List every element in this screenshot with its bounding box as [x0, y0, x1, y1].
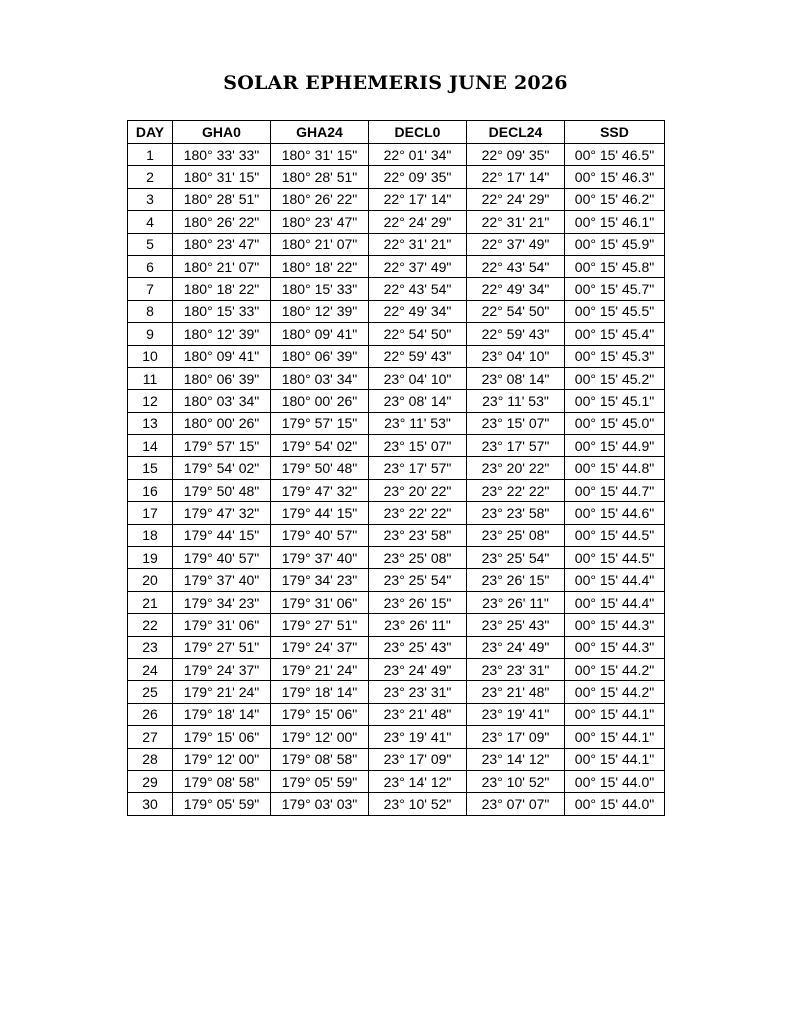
cell-day: 4 — [128, 211, 173, 233]
cell-decl24: 23° 10' 52" — [467, 770, 565, 792]
cell-decl24: 23° 25' 54" — [467, 547, 565, 569]
cell-gha24: 180° 03' 34" — [271, 367, 369, 389]
cell-day: 7 — [128, 278, 173, 300]
table-row — [128, 793, 665, 815]
cell-day: 12 — [128, 390, 173, 412]
cell-decl24: 22° 59' 43" — [467, 323, 565, 345]
cell-day: 17 — [128, 502, 173, 524]
cell-gha24: 180° 00' 26" — [271, 390, 369, 412]
table-row — [128, 614, 665, 636]
cell-gha0: 180° 28' 51" — [173, 188, 271, 210]
cell-decl24: 23° 23' 58" — [467, 502, 565, 524]
cell-decl24: 22° 54' 50" — [467, 300, 565, 322]
cell-day: 18 — [128, 524, 173, 546]
cell-ssd: 00° 15' 45.4" — [565, 323, 665, 345]
table-row — [128, 412, 665, 434]
cell-decl24: 23° 15' 07" — [467, 412, 565, 434]
cell-decl0: 22° 09' 35" — [369, 166, 467, 188]
cell-decl0: 23° 25' 08" — [369, 547, 467, 569]
cell-decl24: 23° 22' 22" — [467, 479, 565, 501]
cell-day: 30 — [128, 793, 173, 815]
table-row — [128, 390, 665, 412]
cell-decl0: 23° 26' 11" — [369, 614, 467, 636]
cell-gha0: 179° 08' 58" — [173, 770, 271, 792]
cell-decl24: 22° 43' 54" — [467, 255, 565, 277]
cell-ssd: 00° 15' 44.2" — [565, 658, 665, 680]
cell-decl24: 22° 37' 49" — [467, 233, 565, 255]
cell-day: 28 — [128, 748, 173, 770]
cell-ssd: 00° 15' 45.8" — [565, 255, 665, 277]
cell-decl24: 23° 26' 11" — [467, 591, 565, 613]
cell-ssd: 00° 15' 45.3" — [565, 345, 665, 367]
cell-gha24: 180° 12' 39" — [271, 300, 369, 322]
cell-day: 23 — [128, 636, 173, 658]
table-row — [128, 233, 665, 255]
cell-gha0: 180° 33' 33" — [173, 144, 271, 166]
cell-decl0: 22° 01' 34" — [369, 144, 467, 166]
table-row — [128, 166, 665, 188]
table-row — [128, 211, 665, 233]
cell-day: 11 — [128, 367, 173, 389]
table-row — [128, 457, 665, 479]
cell-decl0: 22° 31' 21" — [369, 233, 467, 255]
cell-decl24: 22° 09' 35" — [467, 144, 565, 166]
header-day: DAY — [128, 121, 173, 144]
cell-gha0: 179° 50' 48" — [173, 479, 271, 501]
cell-decl24: 22° 24' 29" — [467, 188, 565, 210]
table-row — [128, 726, 665, 748]
cell-day: 3 — [128, 188, 173, 210]
cell-day: 19 — [128, 547, 173, 569]
cell-decl0: 22° 43' 54" — [369, 278, 467, 300]
cell-gha0: 179° 57' 15" — [173, 435, 271, 457]
cell-day: 10 — [128, 345, 173, 367]
cell-day: 22 — [128, 614, 173, 636]
table-row — [128, 345, 665, 367]
cell-decl0: 22° 49' 34" — [369, 300, 467, 322]
cell-ssd: 00° 15' 44.4" — [565, 569, 665, 591]
cell-decl24: 23° 17' 57" — [467, 435, 565, 457]
cell-gha0: 180° 21' 07" — [173, 255, 271, 277]
cell-decl0: 23° 23' 58" — [369, 524, 467, 546]
cell-gha24: 179° 50' 48" — [271, 457, 369, 479]
cell-gha24: 179° 27' 51" — [271, 614, 369, 636]
table-body — [128, 144, 665, 816]
cell-ssd: 00° 15' 45.1" — [565, 390, 665, 412]
cell-decl0: 23° 24' 49" — [369, 658, 467, 680]
cell-gha0: 180° 12' 39" — [173, 323, 271, 345]
cell-gha24: 179° 34' 23" — [271, 569, 369, 591]
cell-decl0: 22° 37' 49" — [369, 255, 467, 277]
cell-day: 14 — [128, 435, 173, 457]
cell-decl24: 23° 19' 41" — [467, 703, 565, 725]
cell-gha0: 179° 18' 14" — [173, 703, 271, 725]
cell-decl0: 23° 14' 12" — [369, 770, 467, 792]
cell-ssd: 00° 15' 44.0" — [565, 793, 665, 815]
cell-gha0: 179° 44' 15" — [173, 524, 271, 546]
table-row — [128, 278, 665, 300]
cell-day: 16 — [128, 479, 173, 501]
cell-decl0: 23° 10' 52" — [369, 793, 467, 815]
cell-gha0: 179° 54' 02" — [173, 457, 271, 479]
cell-decl24: 23° 17' 09" — [467, 726, 565, 748]
cell-gha0: 180° 31' 15" — [173, 166, 271, 188]
cell-ssd: 00° 15' 44.5" — [565, 547, 665, 569]
cell-gha0: 180° 09' 41" — [173, 345, 271, 367]
cell-decl24: 23° 14' 12" — [467, 748, 565, 770]
cell-decl24: 23° 07' 07" — [467, 793, 565, 815]
cell-decl0: 23° 25' 54" — [369, 569, 467, 591]
cell-gha0: 180° 00' 26" — [173, 412, 271, 434]
cell-gha24: 179° 24' 37" — [271, 636, 369, 658]
cell-decl0: 23° 08' 14" — [369, 390, 467, 412]
header-gha24: GHA24 — [271, 121, 369, 144]
table-row — [128, 591, 665, 613]
cell-ssd: 00° 15' 45.7" — [565, 278, 665, 300]
ephemeris-table — [127, 120, 665, 816]
cell-decl0: 23° 21' 48" — [369, 703, 467, 725]
table-row — [128, 367, 665, 389]
cell-decl0: 22° 17' 14" — [369, 188, 467, 210]
cell-decl24: 23° 23' 31" — [467, 658, 565, 680]
cell-ssd: 00° 15' 44.3" — [565, 614, 665, 636]
cell-gha0: 179° 05' 59" — [173, 793, 271, 815]
cell-decl24: 22° 49' 34" — [467, 278, 565, 300]
cell-gha0: 179° 15' 06" — [173, 726, 271, 748]
cell-decl0: 23° 17' 57" — [369, 457, 467, 479]
cell-decl0: 22° 54' 50" — [369, 323, 467, 345]
cell-decl24: 23° 25' 43" — [467, 614, 565, 636]
cell-gha24: 179° 05' 59" — [271, 770, 369, 792]
cell-ssd: 00° 15' 46.1" — [565, 211, 665, 233]
cell-day: 27 — [128, 726, 173, 748]
table-row — [128, 479, 665, 501]
cell-gha0: 179° 12' 00" — [173, 748, 271, 770]
cell-day: 1 — [128, 144, 173, 166]
cell-gha0: 180° 15' 33" — [173, 300, 271, 322]
table-row — [128, 435, 665, 457]
cell-gha0: 179° 47' 32" — [173, 502, 271, 524]
cell-gha24: 180° 23' 47" — [271, 211, 369, 233]
header-ssd: SSD — [565, 121, 665, 144]
cell-ssd: 00° 15' 44.6" — [565, 502, 665, 524]
cell-decl24: 23° 20' 22" — [467, 457, 565, 479]
cell-decl0: 23° 19' 41" — [369, 726, 467, 748]
table-row — [128, 547, 665, 569]
cell-decl0: 23° 17' 09" — [369, 748, 467, 770]
cell-decl24: 23° 26' 15" — [467, 569, 565, 591]
cell-ssd: 00° 15' 44.1" — [565, 748, 665, 770]
cell-gha24: 180° 18' 22" — [271, 255, 369, 277]
table-row — [128, 770, 665, 792]
cell-gha0: 180° 26' 22" — [173, 211, 271, 233]
cell-decl0: 23° 15' 07" — [369, 435, 467, 457]
cell-gha24: 179° 21' 24" — [271, 658, 369, 680]
cell-gha24: 179° 03' 03" — [271, 793, 369, 815]
cell-ssd: 00° 15' 44.8" — [565, 457, 665, 479]
cell-day: 26 — [128, 703, 173, 725]
cell-ssd: 00° 15' 44.1" — [565, 703, 665, 725]
cell-gha24: 179° 31' 06" — [271, 591, 369, 613]
cell-decl24: 23° 21' 48" — [467, 681, 565, 703]
header-gha0: GHA0 — [173, 121, 271, 144]
cell-decl0: 23° 25' 43" — [369, 636, 467, 658]
table-row — [128, 658, 665, 680]
cell-gha24: 180° 28' 51" — [271, 166, 369, 188]
cell-gha24: 180° 09' 41" — [271, 323, 369, 345]
cell-decl0: 23° 23' 31" — [369, 681, 467, 703]
table-row — [128, 748, 665, 770]
cell-gha0: 180° 18' 22" — [173, 278, 271, 300]
cell-gha24: 179° 15' 06" — [271, 703, 369, 725]
cell-ssd: 00° 15' 46.5" — [565, 144, 665, 166]
cell-gha24: 179° 08' 58" — [271, 748, 369, 770]
table-row — [128, 524, 665, 546]
cell-gha24: 179° 54' 02" — [271, 435, 369, 457]
header-decl24: DECL24 — [467, 121, 565, 144]
cell-ssd: 00° 15' 44.5" — [565, 524, 665, 546]
cell-decl24: 23° 24' 49" — [467, 636, 565, 658]
cell-gha24: 179° 12' 00" — [271, 726, 369, 748]
cell-gha0: 179° 27' 51" — [173, 636, 271, 658]
cell-decl24: 23° 04' 10" — [467, 345, 565, 367]
cell-day: 8 — [128, 300, 173, 322]
table-header-row — [128, 121, 665, 144]
header-decl0: DECL0 — [369, 121, 467, 144]
cell-decl0: 23° 22' 22" — [369, 502, 467, 524]
cell-decl24: 23° 25' 08" — [467, 524, 565, 546]
cell-decl0: 23° 11' 53" — [369, 412, 467, 434]
cell-ssd: 00° 15' 44.9" — [565, 435, 665, 457]
cell-decl24: 22° 31' 21" — [467, 211, 565, 233]
cell-gha0: 180° 23' 47" — [173, 233, 271, 255]
cell-gha0: 179° 34' 23" — [173, 591, 271, 613]
table-row — [128, 300, 665, 322]
cell-ssd: 00° 15' 44.4" — [565, 591, 665, 613]
cell-gha24: 180° 21' 07" — [271, 233, 369, 255]
table-row — [128, 569, 665, 591]
cell-decl0: 22° 24' 29" — [369, 211, 467, 233]
cell-day: 6 — [128, 255, 173, 277]
cell-gha0: 179° 37' 40" — [173, 569, 271, 591]
cell-gha24: 179° 44' 15" — [271, 502, 369, 524]
cell-day: 20 — [128, 569, 173, 591]
cell-gha0: 179° 40' 57" — [173, 547, 271, 569]
cell-gha24: 179° 18' 14" — [271, 681, 369, 703]
cell-day: 5 — [128, 233, 173, 255]
table-row — [128, 255, 665, 277]
cell-ssd: 00° 15' 46.2" — [565, 188, 665, 210]
cell-gha0: 179° 31' 06" — [173, 614, 271, 636]
cell-gha24: 180° 06' 39" — [271, 345, 369, 367]
cell-decl24: 23° 08' 14" — [467, 367, 565, 389]
cell-ssd: 00° 15' 45.5" — [565, 300, 665, 322]
cell-decl24: 22° 17' 14" — [467, 166, 565, 188]
cell-ssd: 00° 15' 44.2" — [565, 681, 665, 703]
page-title: SOLAR EPHEMERIS JUNE 2026 — [223, 72, 568, 94]
cell-day: 13 — [128, 412, 173, 434]
cell-gha0: 179° 24' 37" — [173, 658, 271, 680]
cell-ssd: 00° 15' 45.2" — [565, 367, 665, 389]
cell-gha24: 179° 57' 15" — [271, 412, 369, 434]
cell-gha0: 180° 06' 39" — [173, 367, 271, 389]
table-row — [128, 502, 665, 524]
cell-gha24: 180° 15' 33" — [271, 278, 369, 300]
cell-decl24: 23° 11' 53" — [467, 390, 565, 412]
cell-gha24: 180° 26' 22" — [271, 188, 369, 210]
cell-gha24: 179° 37' 40" — [271, 547, 369, 569]
table-row — [128, 144, 665, 166]
cell-ssd: 00° 15' 44.1" — [565, 726, 665, 748]
cell-ssd: 00° 15' 44.3" — [565, 636, 665, 658]
cell-decl0: 22° 59' 43" — [369, 345, 467, 367]
table-row — [128, 681, 665, 703]
cell-gha24: 180° 31' 15" — [271, 144, 369, 166]
cell-day: 9 — [128, 323, 173, 345]
cell-day: 21 — [128, 591, 173, 613]
cell-decl0: 23° 20' 22" — [369, 479, 467, 501]
cell-gha24: 179° 47' 32" — [271, 479, 369, 501]
cell-ssd: 00° 15' 44.0" — [565, 770, 665, 792]
cell-decl0: 23° 26' 15" — [369, 591, 467, 613]
cell-gha0: 179° 21' 24" — [173, 681, 271, 703]
cell-gha0: 180° 03' 34" — [173, 390, 271, 412]
table-row — [128, 323, 665, 345]
cell-decl0: 23° 04' 10" — [369, 367, 467, 389]
cell-ssd: 00° 15' 46.3" — [565, 166, 665, 188]
cell-day: 24 — [128, 658, 173, 680]
cell-ssd: 00° 15' 44.7" — [565, 479, 665, 501]
table-row — [128, 636, 665, 658]
table-row — [128, 188, 665, 210]
table-row — [128, 703, 665, 725]
cell-gha24: 179° 40' 57" — [271, 524, 369, 546]
cell-day: 15 — [128, 457, 173, 479]
cell-day: 2 — [128, 166, 173, 188]
cell-day: 25 — [128, 681, 173, 703]
cell-day: 29 — [128, 770, 173, 792]
cell-ssd: 00° 15' 45.9" — [565, 233, 665, 255]
cell-ssd: 00° 15' 45.0" — [565, 412, 665, 434]
